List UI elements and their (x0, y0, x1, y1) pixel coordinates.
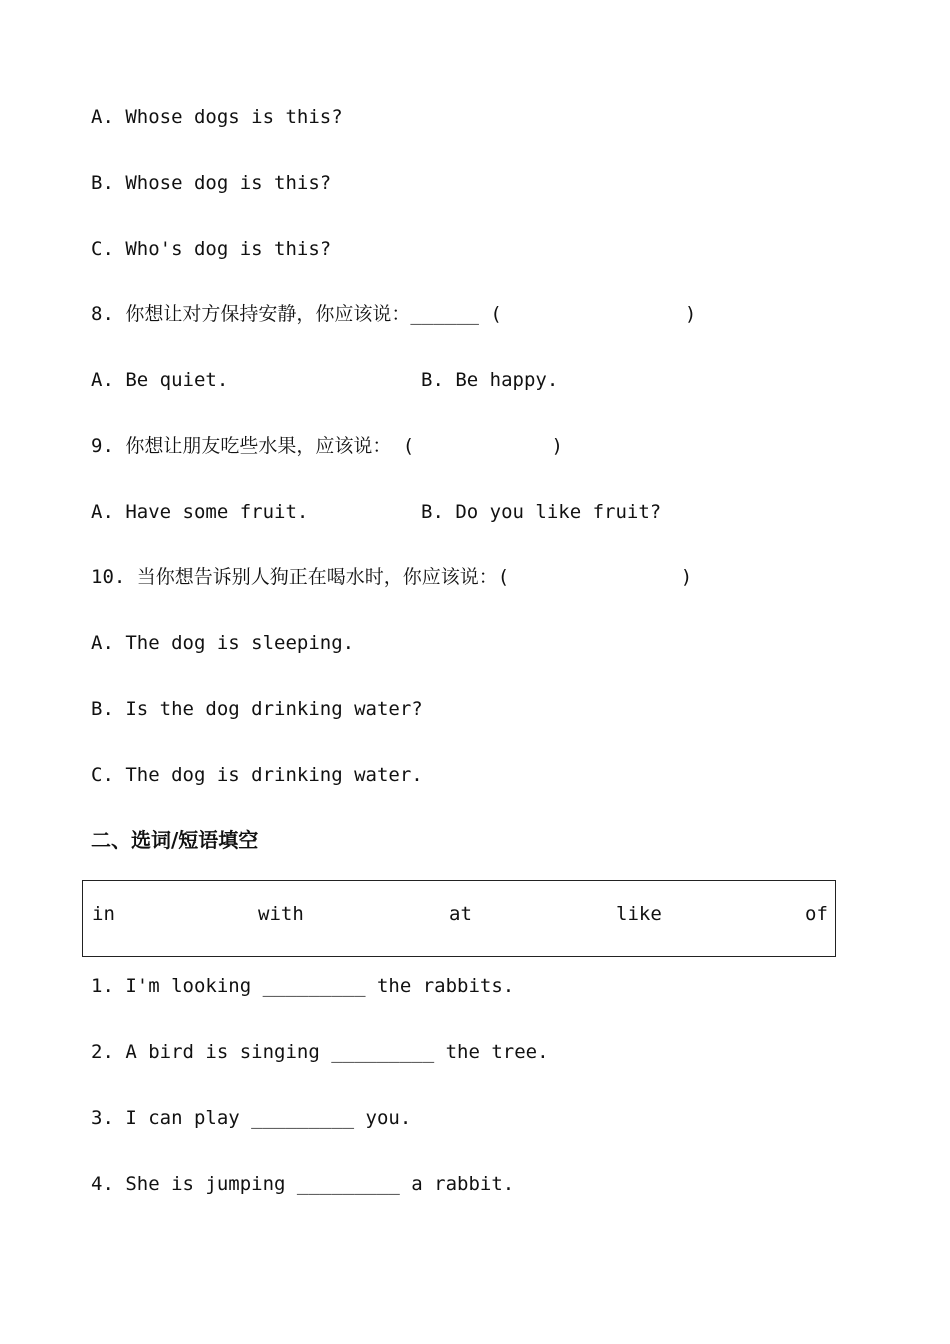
q9-option-b: B. Do you like fruit? (421, 501, 662, 523)
section-2-title: 二、选词/短语填空 (91, 828, 259, 852)
q7-option-c: C. Who's dog is this? (91, 238, 332, 260)
q8-option-a: A. Be quiet. (91, 369, 229, 391)
fill-item-3: 3. I can play _________ you. (91, 1107, 412, 1129)
q10-option-c: C. The dog is drinking water. (91, 764, 423, 786)
word-bank-item: at (449, 903, 472, 925)
q10-prompt: 10. 当你想告诉别人狗正在喝水时，你应该说：( ) (91, 566, 693, 588)
q9-option-a: A. Have some fruit. (91, 501, 309, 523)
q9-prompt: 9. 你想让朋友吃些水果，应该说： ( ) (91, 435, 563, 457)
word-bank-box (82, 880, 836, 957)
q7-option-b: B. Whose dog is this? (91, 172, 332, 194)
q10-option-b: B. Is the dog drinking water? (91, 698, 423, 720)
word-bank-item: in (92, 903, 115, 925)
word-bank-item: like (616, 903, 662, 925)
q7-option-a: A. Whose dogs is this? (91, 106, 343, 128)
fill-item-4: 4. She is jumping _________ a rabbit. (91, 1173, 515, 1195)
word-bank-item: of (805, 903, 828, 925)
fill-item-1: 1. I'm looking _________ the rabbits. (91, 975, 515, 997)
q8-prompt: 8. 你想让对方保持安静，你应该说：______ ( ) (91, 303, 697, 325)
q10-option-a: A. The dog is sleeping. (91, 632, 355, 654)
fill-item-2: 2. A bird is singing _________ the tree. (91, 1041, 549, 1063)
q8-option-b: B. Be happy. (421, 369, 559, 391)
word-bank-item: with (258, 903, 304, 925)
